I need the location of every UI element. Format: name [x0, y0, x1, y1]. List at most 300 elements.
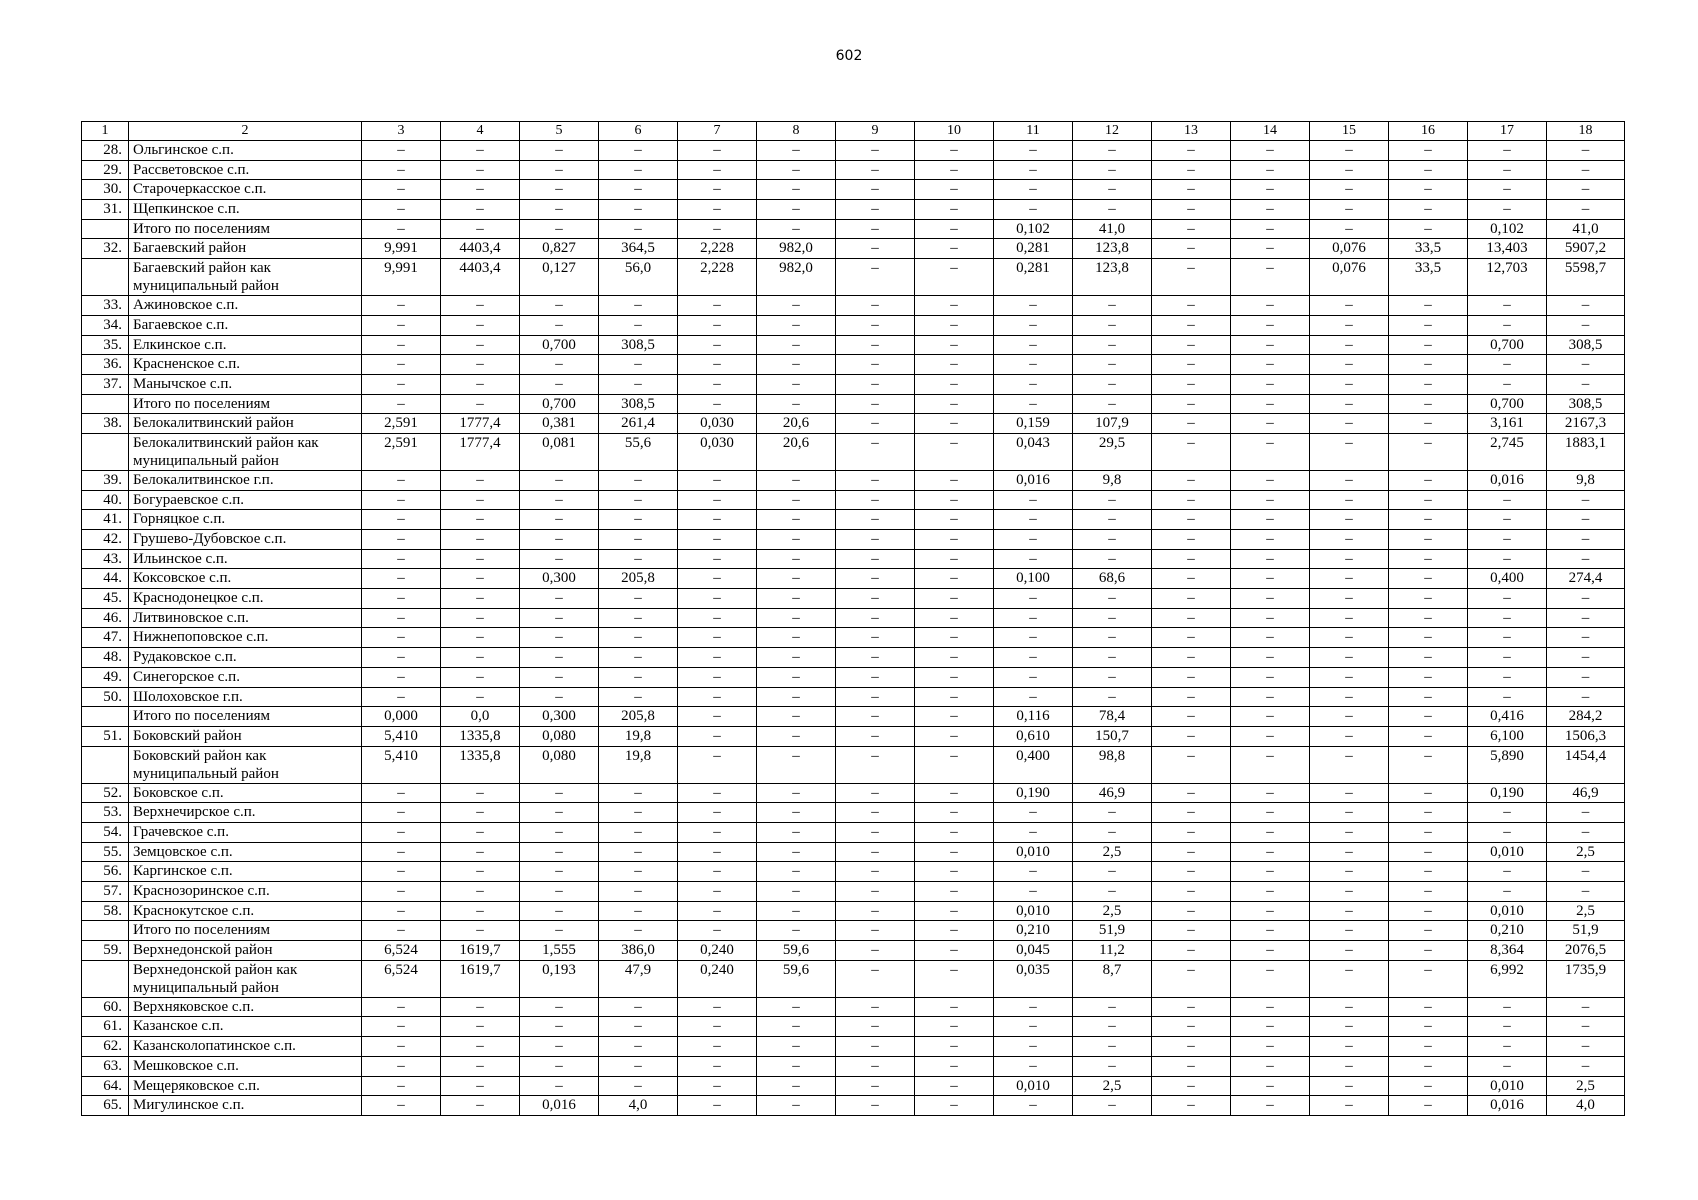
value-cell: – [757, 200, 836, 220]
row-name-cell: Щепкинское с.п. [129, 200, 362, 220]
value-cell: – [1152, 315, 1231, 335]
value-cell: – [1389, 1096, 1468, 1116]
value-cell: – [441, 822, 520, 842]
value-cell: – [1389, 180, 1468, 200]
row-name-cell: Багаевский район [129, 239, 362, 259]
value-cell: – [836, 414, 915, 434]
table-row [82, 997, 1625, 1017]
row-name-cell: Боковский район как муниципальный район [129, 746, 362, 783]
value-cell: – [1073, 549, 1152, 569]
value-cell: 123,8 [1073, 259, 1152, 296]
value-cell: – [836, 470, 915, 490]
value-cell: 0,281 [994, 239, 1073, 259]
value-cell: – [1073, 296, 1152, 316]
value-cell: – [362, 510, 441, 530]
value-cell: – [994, 530, 1073, 550]
value-cell: – [441, 394, 520, 414]
value-cell: – [520, 470, 599, 490]
value-cell: – [362, 394, 441, 414]
value-cell: – [1468, 490, 1547, 510]
table-row [82, 160, 1625, 180]
value-cell: 41,0 [1073, 219, 1152, 239]
value-cell: – [1231, 1017, 1310, 1037]
value-cell: – [599, 470, 678, 490]
value-cell: 2,5 [1073, 842, 1152, 862]
row-number-cell: 53. [82, 803, 129, 823]
column-number-cell: 14 [1231, 122, 1310, 141]
value-cell: – [994, 315, 1073, 335]
value-cell: – [915, 862, 994, 882]
value-cell: – [362, 822, 441, 842]
row-name-cell: Верхняковское с.п. [129, 997, 362, 1017]
value-cell: – [836, 941, 915, 961]
value-cell: – [1310, 1096, 1389, 1116]
value-cell: – [1152, 433, 1231, 470]
value-cell: – [441, 141, 520, 161]
value-cell: – [362, 687, 441, 707]
value-cell: – [599, 822, 678, 842]
table-row [82, 960, 1625, 997]
value-cell: 308,5 [599, 394, 678, 414]
value-cell: – [1231, 941, 1310, 961]
value-cell: – [836, 822, 915, 842]
row-name-cell: Горняцкое с.п. [129, 510, 362, 530]
value-cell: – [599, 1056, 678, 1076]
value-cell: – [757, 726, 836, 746]
value-cell: 0,190 [994, 783, 1073, 803]
value-cell: – [1152, 822, 1231, 842]
value-cell: – [1231, 490, 1310, 510]
value-cell: – [994, 882, 1073, 902]
value-cell: – [836, 510, 915, 530]
value-cell: – [1389, 160, 1468, 180]
value-cell: 98,8 [1073, 746, 1152, 783]
value-cell: 1335,8 [441, 746, 520, 783]
value-cell: – [757, 687, 836, 707]
value-cell: – [1468, 997, 1547, 1017]
value-cell: – [1152, 200, 1231, 220]
value-cell: – [1152, 941, 1231, 961]
value-cell: – [441, 219, 520, 239]
value-cell: 0,043 [994, 433, 1073, 470]
value-cell: – [994, 687, 1073, 707]
value-cell: – [1310, 394, 1389, 414]
value-cell: 274,4 [1547, 569, 1625, 589]
value-cell: – [1073, 141, 1152, 161]
value-cell: – [520, 628, 599, 648]
value-cell: – [1231, 783, 1310, 803]
value-cell: – [520, 921, 599, 941]
value-cell: – [678, 862, 757, 882]
value-cell: – [1073, 394, 1152, 414]
value-cell: – [836, 530, 915, 550]
value-cell: – [599, 882, 678, 902]
value-cell: – [599, 510, 678, 530]
value-cell: – [362, 200, 441, 220]
row-name-cell: Манычское с.п. [129, 374, 362, 394]
value-cell: 0,010 [1468, 842, 1547, 862]
value-cell: – [1468, 608, 1547, 628]
value-cell: – [994, 997, 1073, 1017]
value-cell: – [1547, 160, 1625, 180]
value-cell: – [757, 822, 836, 842]
value-cell: – [1231, 803, 1310, 823]
value-cell: – [836, 569, 915, 589]
value-cell: – [1310, 648, 1389, 668]
value-cell: – [1389, 549, 1468, 569]
value-cell: – [757, 1056, 836, 1076]
row-name-cell: Каргинское с.п. [129, 862, 362, 882]
value-cell: – [441, 355, 520, 375]
value-cell: – [599, 374, 678, 394]
value-cell: 0,010 [994, 1076, 1073, 1096]
value-cell: – [1231, 530, 1310, 550]
value-cell: – [362, 315, 441, 335]
value-cell: – [836, 1056, 915, 1076]
table-row [82, 219, 1625, 239]
column-number-cell: 17 [1468, 122, 1547, 141]
column-number-cell: 9 [836, 122, 915, 141]
value-cell: 4403,4 [441, 259, 520, 296]
value-cell: – [1310, 667, 1389, 687]
value-cell: 0,610 [994, 726, 1073, 746]
value-cell: – [1468, 530, 1547, 550]
value-cell: 0,700 [520, 394, 599, 414]
value-cell: – [599, 1037, 678, 1057]
value-cell: – [1310, 803, 1389, 823]
row-number-cell: 54. [82, 822, 129, 842]
table-row [82, 530, 1625, 550]
value-cell: – [1231, 901, 1310, 921]
row-name-cell: Елкинское с.п. [129, 335, 362, 355]
value-cell: 1506,3 [1547, 726, 1625, 746]
value-cell: – [757, 842, 836, 862]
value-cell: 0,240 [678, 941, 757, 961]
value-cell: 59,6 [757, 960, 836, 997]
row-number-cell: 32. [82, 239, 129, 259]
value-cell: – [441, 335, 520, 355]
value-cell: – [1073, 628, 1152, 648]
value-cell: – [362, 335, 441, 355]
value-cell: – [1152, 259, 1231, 296]
value-cell: – [915, 355, 994, 375]
value-cell: – [1547, 510, 1625, 530]
value-cell: – [1231, 374, 1310, 394]
value-cell: – [520, 219, 599, 239]
value-cell: 0,300 [520, 569, 599, 589]
value-cell: – [1231, 1076, 1310, 1096]
value-cell: – [836, 1076, 915, 1096]
value-cell: – [915, 803, 994, 823]
row-name-cell: Верхнечирское с.п. [129, 803, 362, 823]
value-cell: – [362, 648, 441, 668]
value-cell: – [599, 141, 678, 161]
value-cell: – [1310, 822, 1389, 842]
value-cell: – [1073, 315, 1152, 335]
value-cell: 2,228 [678, 259, 757, 296]
value-cell: – [1389, 414, 1468, 434]
value-cell: – [1468, 296, 1547, 316]
value-cell: – [1231, 960, 1310, 997]
column-number-cell: 12 [1073, 122, 1152, 141]
value-cell: – [1310, 862, 1389, 882]
value-cell: 0,076 [1310, 259, 1389, 296]
value-cell: 46,9 [1073, 783, 1152, 803]
value-cell: – [1152, 589, 1231, 609]
value-cell: – [1310, 335, 1389, 355]
value-cell: – [520, 842, 599, 862]
table-row [82, 862, 1625, 882]
value-cell: – [1231, 628, 1310, 648]
value-cell: – [994, 667, 1073, 687]
value-cell: 9,8 [1547, 470, 1625, 490]
value-cell: 982,0 [757, 259, 836, 296]
value-cell: – [678, 589, 757, 609]
value-cell: – [915, 707, 994, 727]
column-number-cell: 13 [1152, 122, 1231, 141]
value-cell: – [1389, 1076, 1468, 1096]
value-cell: – [757, 510, 836, 530]
value-cell: 6,100 [1468, 726, 1547, 746]
value-cell: – [836, 374, 915, 394]
value-cell: – [441, 530, 520, 550]
value-cell: 0,700 [1468, 394, 1547, 414]
value-cell: – [1310, 569, 1389, 589]
value-cell: – [678, 822, 757, 842]
column-number-cell: 8 [757, 122, 836, 141]
value-cell: – [1073, 803, 1152, 823]
value-cell: – [520, 1017, 599, 1037]
value-cell: – [599, 530, 678, 550]
value-cell: – [1547, 490, 1625, 510]
value-cell: – [1389, 667, 1468, 687]
value-cell: – [1231, 180, 1310, 200]
row-number-cell: 49. [82, 667, 129, 687]
value-cell: 0,016 [1468, 470, 1547, 490]
value-cell: – [1310, 315, 1389, 335]
value-cell: – [520, 355, 599, 375]
value-cell: – [836, 628, 915, 648]
table-row [82, 589, 1625, 609]
value-cell: – [678, 803, 757, 823]
value-cell: – [836, 842, 915, 862]
value-cell: – [1152, 1096, 1231, 1116]
value-cell: – [1468, 862, 1547, 882]
value-cell: – [520, 882, 599, 902]
value-cell: – [1547, 822, 1625, 842]
value-cell: 0,081 [520, 433, 599, 470]
value-cell: – [678, 200, 757, 220]
value-cell: – [757, 569, 836, 589]
value-cell: – [1152, 862, 1231, 882]
value-cell: – [362, 1096, 441, 1116]
value-cell: – [1152, 687, 1231, 707]
value-cell: – [1468, 1056, 1547, 1076]
value-cell: – [915, 628, 994, 648]
value-cell: 6,524 [362, 941, 441, 961]
value-cell: 1735,9 [1547, 960, 1625, 997]
value-cell: – [1389, 490, 1468, 510]
value-cell: – [1152, 549, 1231, 569]
value-cell: – [915, 296, 994, 316]
value-cell: – [1310, 530, 1389, 550]
row-number-cell: 33. [82, 296, 129, 316]
value-cell: – [915, 921, 994, 941]
value-cell: – [1231, 842, 1310, 862]
value-cell: – [1231, 239, 1310, 259]
value-cell: – [599, 1017, 678, 1037]
value-cell: – [520, 667, 599, 687]
row-name-cell: Нижнепоповское с.п. [129, 628, 362, 648]
value-cell: – [757, 783, 836, 803]
value-cell: – [757, 315, 836, 335]
value-cell: – [836, 394, 915, 414]
value-cell: – [915, 470, 994, 490]
value-cell: – [1073, 862, 1152, 882]
value-cell: – [1231, 296, 1310, 316]
value-cell: – [1389, 219, 1468, 239]
table-row [82, 374, 1625, 394]
row-number-cell [82, 746, 129, 783]
value-cell: 1777,4 [441, 433, 520, 470]
row-name-cell: Белокалитвинский район [129, 414, 362, 434]
value-cell: 0,190 [1468, 783, 1547, 803]
value-cell: – [1231, 667, 1310, 687]
value-cell: – [1547, 648, 1625, 668]
row-name-cell: Краснозоринское с.п. [129, 882, 362, 902]
value-cell: – [520, 180, 599, 200]
value-cell: – [1310, 1037, 1389, 1057]
value-cell: – [757, 1096, 836, 1116]
column-number-cell: 4 [441, 122, 520, 141]
value-cell: – [1389, 433, 1468, 470]
value-cell: 364,5 [599, 239, 678, 259]
table-row [82, 569, 1625, 589]
row-number-cell: 60. [82, 997, 129, 1017]
value-cell: – [1389, 200, 1468, 220]
row-number-cell [82, 707, 129, 727]
value-cell: – [1152, 921, 1231, 941]
value-cell: 0,076 [1310, 239, 1389, 259]
value-cell: – [757, 589, 836, 609]
value-cell: 2,745 [1468, 433, 1547, 470]
table-row [82, 355, 1625, 375]
value-cell: – [994, 510, 1073, 530]
value-cell: – [1231, 569, 1310, 589]
value-cell: – [1152, 707, 1231, 727]
value-cell: 47,9 [599, 960, 678, 997]
value-cell: – [915, 530, 994, 550]
value-cell: – [994, 1017, 1073, 1037]
value-cell: 123,8 [1073, 239, 1152, 259]
value-cell: – [1468, 510, 1547, 530]
value-cell: – [915, 510, 994, 530]
value-cell: – [678, 374, 757, 394]
value-cell: – [362, 180, 441, 200]
page-number: 602 [835, 48, 863, 64]
value-cell: 6,524 [362, 960, 441, 997]
value-cell: 0,400 [1468, 569, 1547, 589]
value-cell: – [757, 921, 836, 941]
value-cell: 5,410 [362, 746, 441, 783]
value-cell: – [520, 648, 599, 668]
row-number-cell [82, 259, 129, 296]
value-cell: 0,300 [520, 707, 599, 727]
value-cell: – [1152, 296, 1231, 316]
value-cell: – [1231, 200, 1310, 220]
value-cell: – [599, 315, 678, 335]
value-cell: 11,2 [1073, 941, 1152, 961]
value-cell: – [678, 180, 757, 200]
value-cell: – [1231, 746, 1310, 783]
value-cell: – [520, 510, 599, 530]
value-cell: – [915, 608, 994, 628]
value-cell: 6,992 [1468, 960, 1547, 997]
value-cell: 20,6 [757, 414, 836, 434]
value-cell: – [1547, 315, 1625, 335]
value-cell: – [1389, 783, 1468, 803]
value-cell: – [1310, 1056, 1389, 1076]
value-cell: 5907,2 [1547, 239, 1625, 259]
value-cell: 0,102 [1468, 219, 1547, 239]
value-cell: – [599, 355, 678, 375]
value-cell: – [1231, 355, 1310, 375]
value-cell: – [994, 589, 1073, 609]
value-cell: – [520, 589, 599, 609]
value-cell: – [757, 997, 836, 1017]
value-cell: – [1231, 433, 1310, 470]
value-cell: 0,827 [520, 239, 599, 259]
value-cell: – [757, 648, 836, 668]
value-cell: – [1073, 510, 1152, 530]
value-cell: – [362, 589, 441, 609]
row-number-cell: 41. [82, 510, 129, 530]
value-cell: – [678, 394, 757, 414]
value-cell: – [1310, 490, 1389, 510]
value-cell: – [441, 882, 520, 902]
value-cell: – [994, 1056, 1073, 1076]
value-cell: 9,8 [1073, 470, 1152, 490]
value-cell: – [1310, 589, 1389, 609]
row-number-cell [82, 433, 129, 470]
value-cell: – [1310, 921, 1389, 941]
value-cell: – [520, 315, 599, 335]
value-cell: – [678, 707, 757, 727]
value-cell: 308,5 [1547, 394, 1625, 414]
value-cell: 9,991 [362, 239, 441, 259]
value-cell: 982,0 [757, 239, 836, 259]
value-cell: – [757, 746, 836, 783]
table-row [82, 608, 1625, 628]
value-cell: – [1310, 726, 1389, 746]
value-cell: – [1468, 822, 1547, 842]
value-cell: 0,045 [994, 941, 1073, 961]
value-cell: – [520, 1037, 599, 1057]
value-cell: – [1152, 530, 1231, 550]
value-cell: – [1468, 589, 1547, 609]
value-cell: – [678, 1037, 757, 1057]
value-cell: – [1073, 589, 1152, 609]
row-number-cell: 46. [82, 608, 129, 628]
value-cell: – [599, 608, 678, 628]
value-cell: – [1152, 726, 1231, 746]
value-cell: – [441, 589, 520, 609]
value-cell: – [836, 239, 915, 259]
row-name-cell: Рудаковское с.п. [129, 648, 362, 668]
value-cell: 5598,7 [1547, 259, 1625, 296]
value-cell: – [1547, 1017, 1625, 1037]
value-cell: – [1152, 960, 1231, 997]
